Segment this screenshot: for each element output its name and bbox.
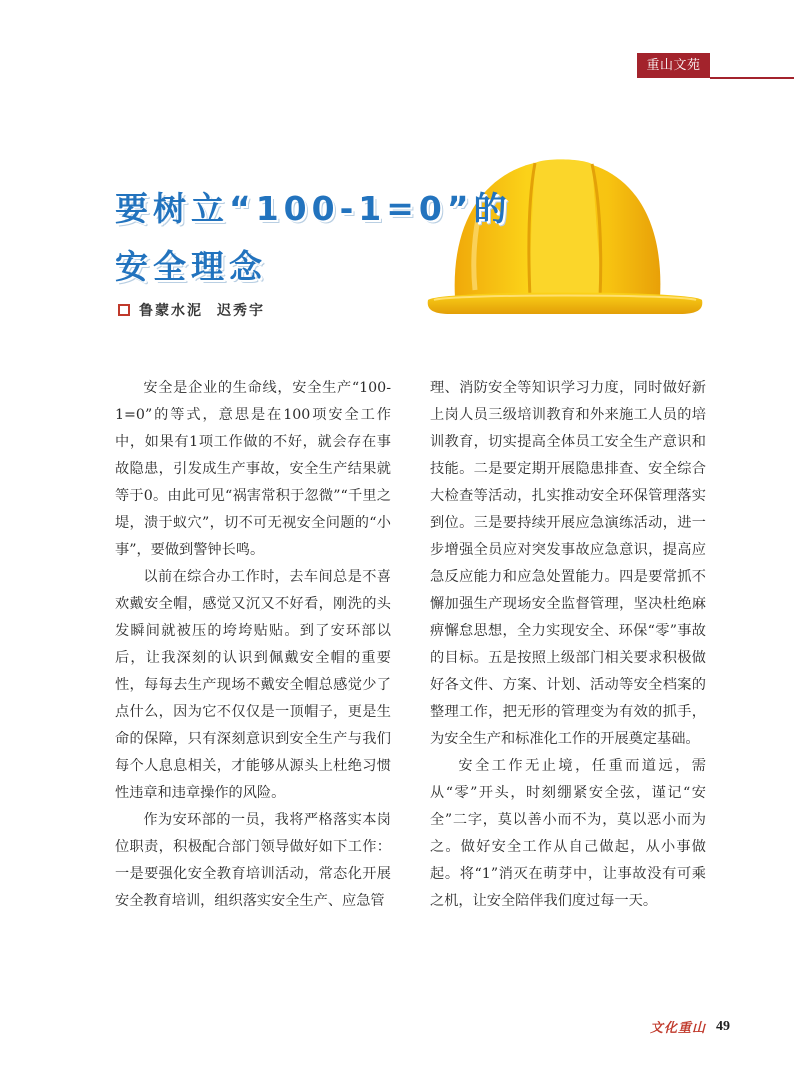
section-rule: [710, 77, 794, 79]
square-bullet-icon: [118, 304, 130, 316]
section-label: 重山文苑: [637, 53, 710, 78]
body-column-left: [115, 375, 391, 915]
article-title: [115, 180, 512, 296]
author-name: 迟秀宇: [217, 303, 265, 319]
byline: [118, 300, 279, 320]
paragraph: 以前在综合办工作时，去车间总是不喜欢戴安全帽，感觉又沉又不好看，刚洗的头发瞬间就被压的垮垮贴贴。到了安环部以后，让我深刻的认识到佩戴安全帽的重要性，每每去生产现场不戴安全帽总感觉少了点什么，因为它不仅仅是一顶帽子，更是生命的保障，只有深刻意识到安全生产与我们每个人息息相关，才能够从源头上杜绝习惯性违章和违章操作的风险。: [115, 569, 391, 801]
title-line-1: 要树立“100-1=0”的: [115, 189, 512, 228]
paragraph: 安全工作无止境，任重而道远，需从“零”开头，时刻绷紧安全弦，谨记“安全”二字，莫以善小而不为，莫以恶小而为之。做好安全工作从自己做起，从小事做起。将“1”消灭在萌芽中，让事故没有可乘之机，让安全陪伴我们度过每一天。: [430, 758, 706, 909]
paragraph: 安全是企业的生命线，安全生产“100-1=0”的等式，意思是在100项安全工作中，如果有1项工作做的不好，就会存在事故隐患，引发成生产事故，安全生产结果就等于0。由此可见“祸害常积于忽微”“千里之堤，溃于蚁穴”，切不可无视安全问题的“小事”，要做到警钟长鸣。: [115, 380, 391, 558]
paragraph-continuation: 理、消防安全等知识学习力度，同时做好新上岗人员三级培训教育和外来施工人员的培训教育，切实提高全体员工安全生产意识和技能。二是要定期开展隐患排查、安全综合大检查等活动，扎实推动安全环保管理落实到位。三是要持续开展应急演练活动，进一步增强全员应对突发事故应急意识，提高应急反应能力和应急处置能力。四是要常抓不懈加强生产现场安全监督管理，坚决杜绝麻痹懈怠思想，全力实现安全、环保“零”事故的目标。五是按照上级部门相关要求积极做好各文件、方案、计划、活动等安全档案的整理工作，把无形的管理变为有效的抓手，为安全生产和标准化工作的开展奠定基础。: [430, 380, 706, 747]
page-number: 49: [716, 1018, 730, 1034]
magazine-name: 文化重山: [649, 1021, 706, 1036]
paragraph: 作为安环部的一员，我将严格落实本岗位职责，积极配合部门领导做好如下工作：一是要强化安全教育培训活动，常态化开展安全教育培训，组织落实安全生产、应急管: [115, 812, 391, 909]
page-footer: [650, 1017, 730, 1036]
author-organization: 鲁蒙水泥: [139, 303, 203, 319]
title-line-2: 安全理念: [115, 247, 267, 286]
body-column-right: [430, 375, 706, 915]
